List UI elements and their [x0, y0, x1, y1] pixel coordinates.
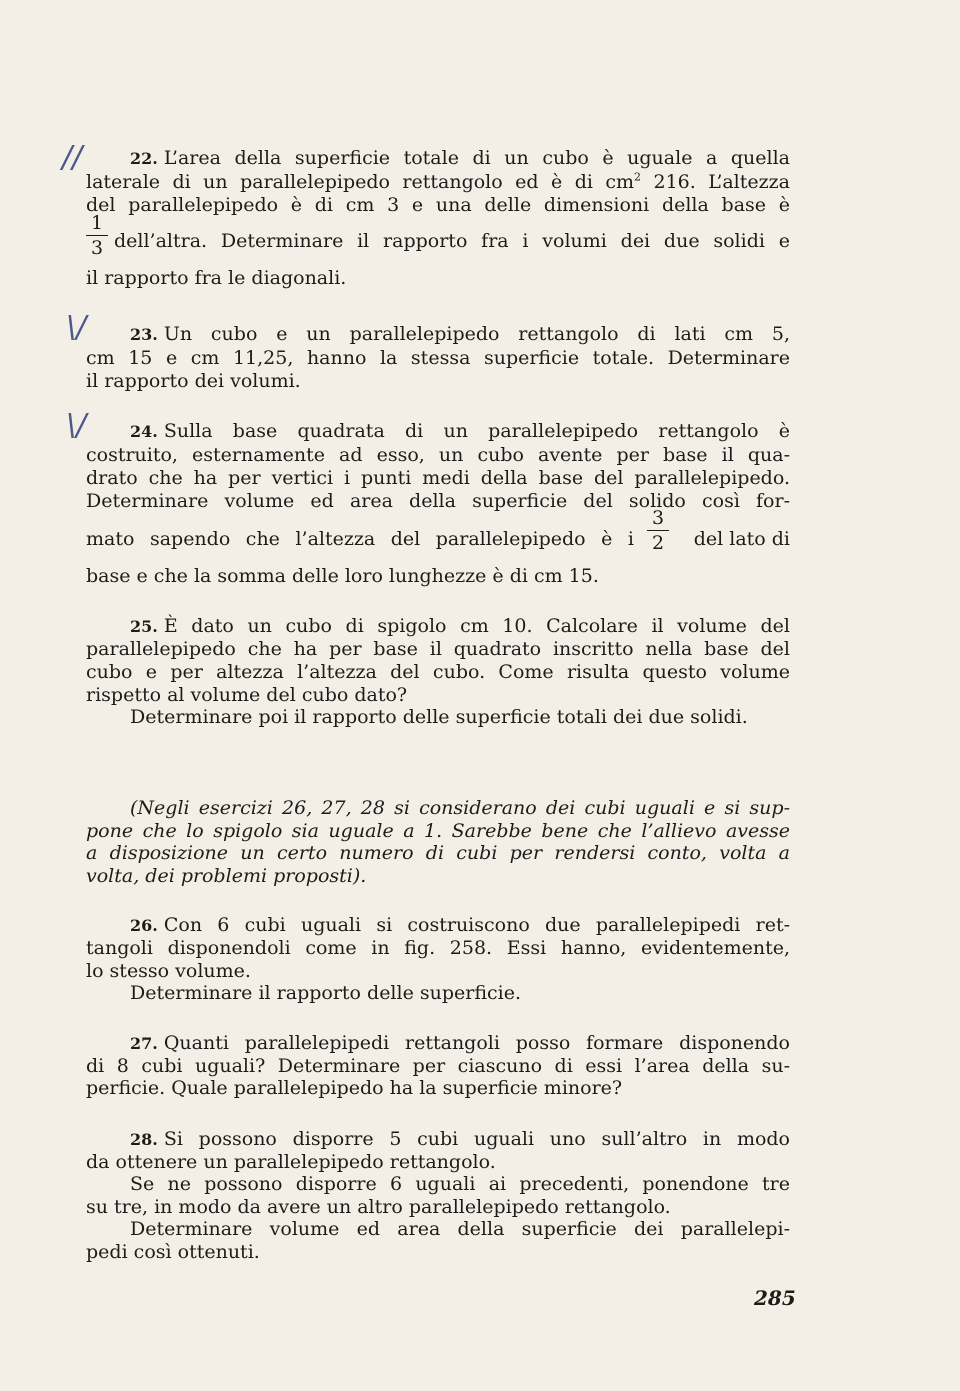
ex28-line-5: Determinare volume ed area della superficie dei parallelepi-: [130, 1218, 790, 1240]
ex27-number: 27.: [130, 1034, 158, 1053]
ex23-line-3: il rapporto dei volumi.: [86, 370, 301, 392]
note-line-2: pone che lo spigolo sia uguale a 1. Sarebbe bene che l’allievo avesse: [86, 820, 790, 842]
ex25-line-2: parallelepipedo che ha per base il quadrato inscritto nella base del: [86, 638, 790, 660]
ex26-line-1: 26. Con 6 cubi uguali si costruiscono due parallelepipedi ret-: [130, 914, 790, 936]
ex28-line-3: Se ne possono disporre 6 uguali ai precedenti, ponendone tre: [130, 1173, 790, 1195]
margin-mark-22: //: [62, 140, 83, 175]
margin-mark-24: \/: [66, 408, 87, 443]
note-line-1: (Negli esercizi 26, 27, 28 si considerano dei cubi uguali e si sup-: [130, 797, 790, 819]
ex22-number: 22.: [130, 149, 158, 168]
ex22-line-1: 22. L’area della superficie totale di un cubo è uguale a quella: [130, 147, 790, 169]
ex22-line-5: il rapporto fra le diagonali.: [86, 267, 347, 289]
ex28-line-1: 28. Si possono disporre 5 cubi uguali uno sull’altro in modo: [130, 1128, 790, 1150]
ex23-line-2: cm 15 e cm 11,25, hanno la stessa superficie totale. Determinare: [86, 347, 790, 369]
ex24-line-6: base e che la somma delle loro lunghezze è di cm 15.: [86, 565, 599, 587]
ex27-line-3: perficie. Quale parallelepipedo ha la superficie minore?: [86, 1077, 623, 1099]
ex25-number: 25.: [130, 617, 158, 636]
ex27-line-2: di 8 cubi uguali? Determinare per ciascuno di essi l’area della su-: [86, 1055, 790, 1077]
ex22-line-3: del parallelepipedo è di cm 3 e una delle dimensioni della base è: [86, 194, 790, 216]
ex28-line-2: da ottenere un parallelepipedo rettangolo.: [86, 1151, 496, 1173]
ex25-line-1: 25. È dato un cubo di spigolo cm 10. Calcolare il volume del: [130, 615, 790, 637]
margin-mark-23: \/: [66, 310, 87, 345]
note-line-3: a disposizione un certo numero di cubi per rendersi conto, volta a: [86, 842, 790, 864]
note-line-4: volta, dei problemi proposti).: [86, 865, 367, 887]
ex23-line-1: 23. Un cubo e un parallelepipedo rettangolo di lati cm 5,: [130, 323, 790, 345]
ex24-line-4: Determinare volume ed area della superficie del solido così for-: [86, 490, 790, 512]
ex25-line-4: rispetto al volume del cubo dato?: [86, 684, 408, 706]
ex24-line-3: drato che ha per vertici i punti medi della base del parallelepipedo.: [86, 467, 790, 489]
ex25-line-5: Determinare poi il rapporto delle superficie totali dei due solidi.: [130, 706, 748, 728]
ex24-line-5b: del lato di: [693, 528, 790, 550]
ex27-line-1: 27. Quanti parallelepipedi rettangoli posso formare disponendo: [130, 1032, 790, 1054]
ex24-number: 24.: [130, 422, 158, 441]
ex24-fraction: 3 2: [647, 508, 669, 553]
ex23-number: 23.: [130, 325, 158, 344]
ex28-line-4: su tre, in modo da avere un altro parallelepipedo rettangolo.: [86, 1196, 671, 1218]
ex26-line-4: Determinare il rapporto delle superficie.: [130, 982, 522, 1004]
ex26-line-2: tangoli disponendoli come in fig. 258. Essi hanno, evidentemente,: [86, 937, 790, 959]
ex24-line-5a: mato sapendo che l’altezza del parallelepipedo è i: [86, 528, 634, 550]
ex22-line-2: laterale di un parallelepipedo rettangolo ed è di $cm^2$ 216. L’altezza: [86, 170, 790, 193]
ex28-number: 28.: [130, 1130, 158, 1149]
ex26-number: 26.: [130, 916, 158, 935]
ex26-line-3: lo stesso volume.: [86, 960, 251, 982]
ex22-line-4: dell’altra. Determinare il rapporto fra i volumi dei due solidi e: [114, 230, 790, 252]
ex22-fraction: 1 3: [86, 213, 108, 258]
page-number: 285: [754, 1286, 796, 1310]
ex24-line-1: 24. Sulla base quadrata di un parallelepipedo rettangolo è: [130, 420, 790, 442]
ex25-line-3: cubo e per altezza l’altezza del cubo. Come risulta questo volume: [86, 661, 790, 683]
ex24-line-2: costruito, esternamente ad esso, un cubo avente per base il qua-: [86, 444, 790, 466]
ex28-line-6: pedi così ottenuti.: [86, 1241, 260, 1263]
